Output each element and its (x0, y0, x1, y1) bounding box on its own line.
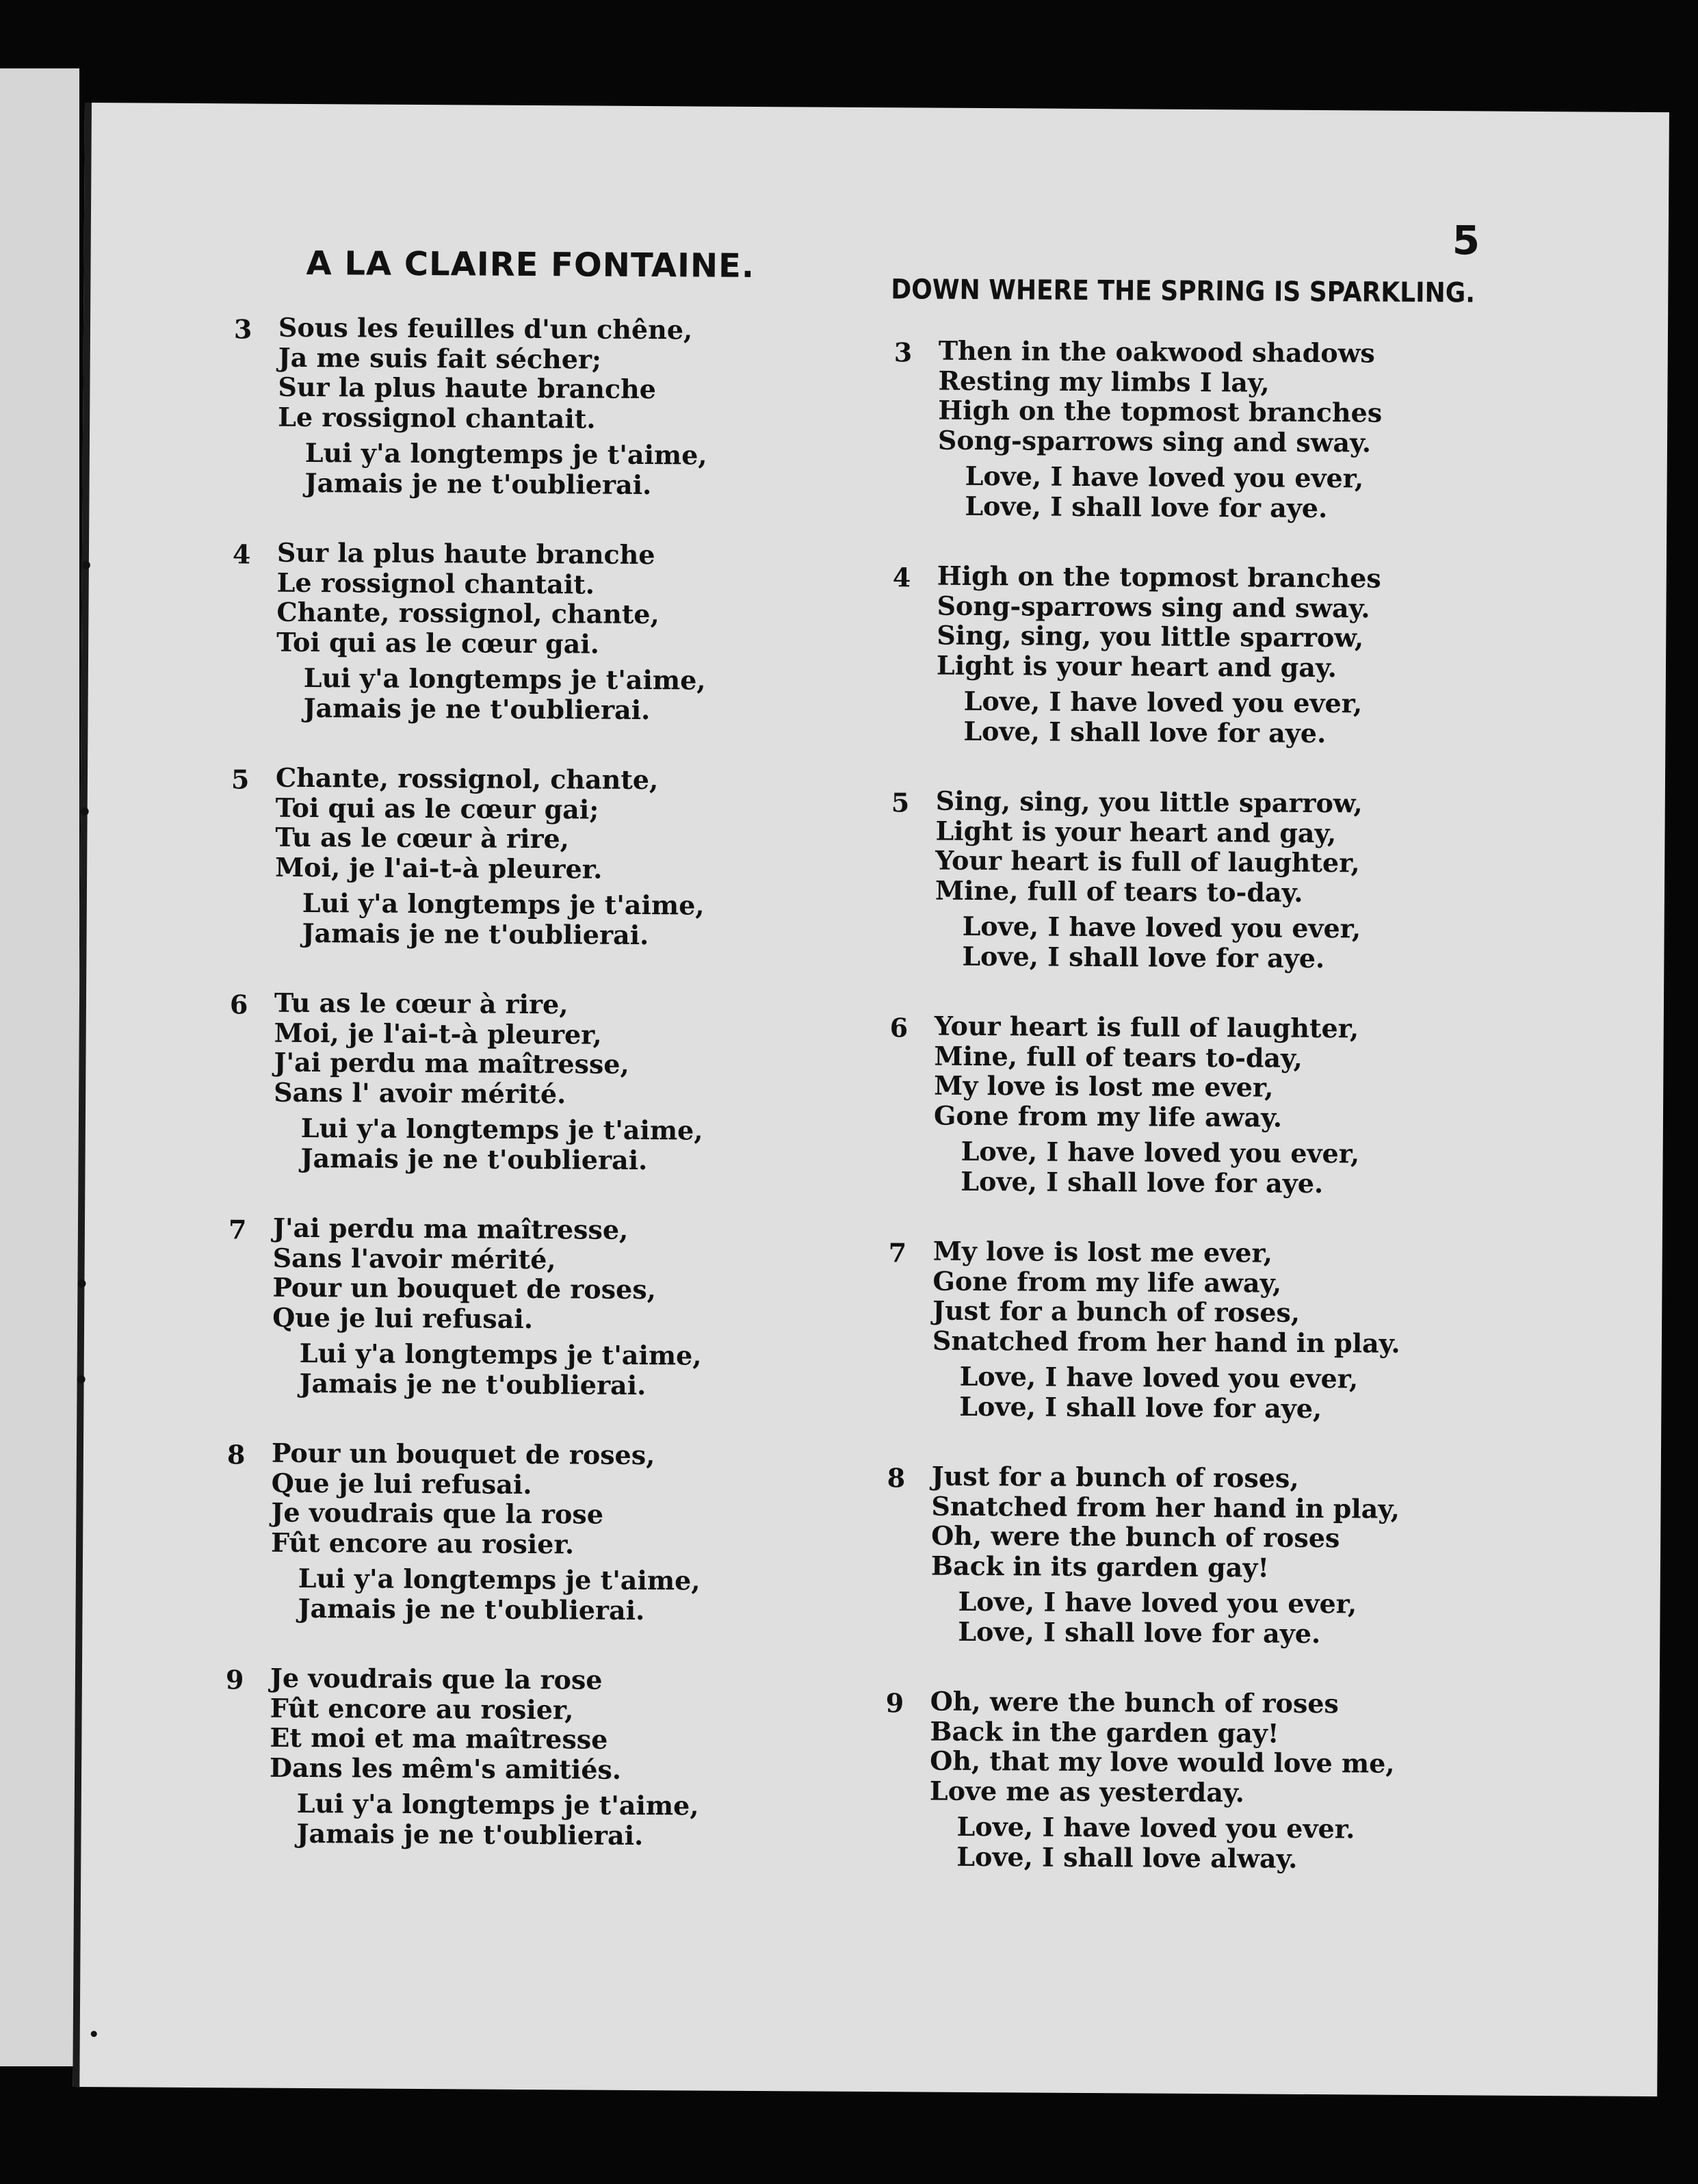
verse-lines (932, 1236, 1401, 1358)
refrain-line: Lui y'a longtemps je t'aime, (302, 887, 705, 921)
stanza (886, 1461, 1537, 1690)
refrain-line: Love, I shall love for aye. (963, 715, 1327, 749)
stanza (891, 560, 1543, 790)
verse-line: Oh, were the bunch of roses (931, 1520, 1340, 1554)
refrain-line: Love, I have loved you ever, (959, 1360, 1359, 1394)
verse-line: Sing, sing, you little sparrow, (935, 785, 1363, 819)
refrain-line: Love, I shall love for aye. (965, 490, 1328, 523)
stanza (230, 762, 820, 991)
verse-line: Sing, sing, you little sparrow, (937, 619, 1364, 653)
verse-line: Sous les feuilles d'un chêne, (278, 311, 693, 346)
verse-line: Tu as le cœur à rire, (275, 821, 570, 855)
verse-line: Light is your heart and gay, (935, 815, 1337, 848)
verse-line: Your heart is full of laughter, (935, 844, 1360, 879)
refrain (958, 1587, 1357, 1649)
song-sheet-page (73, 103, 1669, 2096)
verse-line: Light is your heart and gay. (936, 649, 1337, 683)
verse-lines (275, 763, 658, 884)
refrain (299, 1338, 701, 1401)
refrain (956, 1812, 1355, 1874)
refrain-line: Lui y'a longtemps je t'aime, (296, 1787, 699, 1821)
stanza (233, 312, 822, 541)
english-lyrics-column (885, 335, 1544, 1915)
verse-line: Gone from my life away. (933, 1100, 1283, 1133)
verse-lines (934, 1011, 1359, 1133)
refrain (302, 888, 704, 950)
verse-line: Gone from my life away, (932, 1265, 1282, 1299)
verse-line: Just for a bunch of roses, (932, 1295, 1301, 1328)
refrain (965, 461, 1363, 523)
verse-line: Snatched from her hand in play, (931, 1490, 1400, 1524)
refrain (963, 686, 1362, 749)
stanza-number: 8 (226, 1439, 246, 1470)
verse-line: My love is lost me ever, (932, 1235, 1273, 1269)
verse-line: Pour un bouquet de roses, (272, 1271, 657, 1305)
refrain-line: Jamais je ne t'oublierai. (304, 467, 652, 500)
verse-line: Sur la plus haute branche (278, 371, 657, 405)
verse-lines (278, 313, 692, 434)
stanza-number: 7 (228, 1214, 247, 1245)
page-number: 5 (1452, 217, 1480, 264)
verse-line: Chante, rossignol, chante, (276, 596, 659, 630)
verse-line: Le rossignol chantait. (276, 567, 595, 600)
stanza (227, 1212, 817, 1441)
verse-line: Tu as le cœur à rire, (274, 987, 569, 1020)
refrain-line: Love, I shall love for aye. (962, 940, 1325, 974)
refrain-line: Love, I shall love for aye. (961, 1165, 1324, 1199)
verse-lines (931, 1461, 1400, 1583)
refrain-line: Love, I have loved you ever. (956, 1810, 1355, 1845)
verse-lines (938, 336, 1383, 458)
stanza-number: 5 (231, 764, 250, 795)
refrain-line: Love, I shall love for aye, (959, 1390, 1322, 1424)
verse-line: Sans l'avoir mérité, (272, 1242, 556, 1275)
verse-line: Your heart is full of laughter, (934, 1010, 1359, 1044)
refrain-line: Love, I have loved you ever, (963, 685, 1363, 719)
verse-line: Back in the garden gay! (930, 1715, 1279, 1749)
binding-mark (77, 1279, 86, 1288)
refrain-line: Love, I have loved you ever, (962, 910, 1361, 944)
stanza (887, 1236, 1539, 1465)
verse-line: J'ai perdu ma maîtresse, (272, 1212, 629, 1245)
verse-line: Oh, that my love would love me, (930, 1745, 1395, 1779)
refrain-line: Jamais je ne t'oublierai. (302, 917, 649, 950)
verse-line: Mine, full of tears to-day. (935, 874, 1303, 908)
verse-line: Et moi et ma maîtresse (270, 1721, 608, 1755)
verse-lines (937, 561, 1381, 683)
verse-line: Ja me suis fait sécher; (278, 341, 602, 375)
verse-line: Sans l' avoir mérité. (274, 1076, 566, 1109)
verse-line: Oh, were the bunch of roses (930, 1685, 1340, 1719)
stanza (231, 537, 821, 766)
english-song-title: DOWN WHERE THE SPRING IS SPARKLING. (891, 274, 1476, 309)
refrain-line: Lui y'a longtemps je t'aime, (300, 1112, 703, 1146)
verse-line: High on the topmost branches (937, 560, 1381, 594)
refrain (298, 1563, 700, 1626)
refrain (303, 663, 705, 725)
verse-line: Dans les mêm's amitiés. (270, 1752, 622, 1785)
refrain-line: Jamais je ne t'oublierai. (303, 692, 651, 725)
refrain-line: Jamais je ne t'oublierai. (296, 1817, 644, 1851)
refrain-line: Love, I shall love for aye. (958, 1615, 1321, 1649)
stanza (224, 1663, 814, 1891)
french-song-title: A LA CLAIRE FONTAINE. (306, 244, 755, 285)
stanza (226, 1438, 815, 1666)
stanza-number: 5 (891, 787, 910, 818)
stanza-number: 4 (892, 562, 911, 593)
verse-line: Back in its garden gay! (930, 1550, 1270, 1583)
verse-lines (274, 988, 629, 1109)
stanza-number: 3 (893, 337, 913, 368)
refrain (304, 438, 707, 500)
verse-line: High on the topmost branches (938, 394, 1383, 428)
verse-lines (271, 1438, 655, 1559)
binding-mark (82, 561, 90, 569)
verse-line: Chante, rossignol, chante, (275, 762, 659, 796)
adjacent-page-edge (0, 68, 79, 2066)
stanza-number: 9 (885, 1687, 904, 1719)
refrain-line: Jamais je ne t'oublierai. (298, 1592, 645, 1626)
french-lyrics-column (224, 312, 822, 1891)
verse-lines (935, 786, 1363, 908)
stanza-number: 7 (888, 1237, 907, 1269)
refrain (961, 1136, 1359, 1199)
verse-line: J'ai perdu ma maîtresse, (274, 1046, 629, 1080)
verse-line: Song-sparrows sing and sway. (937, 590, 1370, 623)
verse-lines (270, 1663, 622, 1784)
refrain (962, 911, 1361, 974)
stanza (228, 987, 818, 1216)
verse-line: Moi, je l'ai-t-à pleurer. (275, 851, 603, 885)
stanza-number: 9 (225, 1664, 244, 1695)
refrain-line: Jamais je ne t'oublierai. (299, 1367, 646, 1401)
binding-mark (91, 2031, 97, 2037)
verse-line: Je voudrais que la rose (270, 1662, 603, 1695)
stanza-number: 6 (229, 989, 248, 1020)
verse-line: Toi qui as le cœur gai; (275, 792, 599, 825)
refrain (300, 1113, 703, 1175)
refrain-line: Love, I have loved you ever, (961, 1135, 1360, 1169)
refrain-line: Lui y'a longtemps je t'aime, (304, 437, 707, 471)
verse-line: Que je lui refusai. (271, 1467, 532, 1500)
stanza-number: 8 (887, 1462, 906, 1494)
verse-line: Sur la plus haute branche (276, 536, 655, 571)
verse-line: Snatched from her hand in play. (932, 1325, 1400, 1359)
binding-mark (81, 807, 89, 816)
verse-lines (276, 538, 659, 659)
refrain-line: Love, I have loved you ever, (965, 460, 1364, 494)
verse-lines (930, 1687, 1395, 1808)
stanza (893, 335, 1544, 564)
refrain-line: Lui y'a longtemps je t'aime, (299, 1337, 702, 1371)
verse-line: My love is lost me ever, (934, 1069, 1274, 1103)
verse-line: Que je lui refusai. (272, 1301, 534, 1334)
verse-lines (272, 1213, 657, 1334)
verse-line: Mine, full of tears to-day, (934, 1040, 1303, 1074)
stanza-number: 6 (889, 1012, 909, 1043)
refrain (959, 1362, 1358, 1424)
verse-line: Fût encore au rosier. (271, 1526, 575, 1559)
refrain-line: Jamais je ne t'oublierai. (300, 1142, 648, 1175)
verse-line: Fût encore au rosier, (270, 1692, 574, 1725)
verse-line: Resting my limbs I lay, (938, 365, 1270, 398)
verse-line: Je voudrais que la rose (271, 1496, 604, 1530)
verse-line: Le rossignol chantait. (278, 401, 596, 434)
verse-line: Pour un bouquet de roses, (271, 1437, 655, 1471)
verse-line: Just for a bunch of roses, (931, 1460, 1299, 1494)
stanza (889, 1011, 1540, 1240)
refrain-line: Lui y'a longtemps je t'aime, (303, 662, 706, 696)
verse-line: Love me as yesterday. (929, 1775, 1245, 1808)
verse-line: Moi, je l'ai-t-à pleurer, (274, 1017, 602, 1050)
refrain (296, 1789, 698, 1851)
verse-line: Song-sparrows sing and sway. (937, 424, 1372, 458)
binding-mark (77, 1375, 86, 1383)
stanza (885, 1686, 1536, 1915)
stanza (890, 785, 1541, 1015)
stanza-number: 4 (232, 538, 251, 570)
refrain-line: Love, I have loved you ever, (958, 1585, 1357, 1620)
verse-line: Then in the oakwood shadows (938, 335, 1375, 369)
stanza-number: 3 (233, 313, 252, 345)
refrain-line: Love, I shall love alway. (956, 1841, 1298, 1874)
verse-line: Toi qui as le cœur gai. (276, 626, 600, 660)
refrain-line: Lui y'a longtemps je t'aime, (298, 1562, 701, 1596)
